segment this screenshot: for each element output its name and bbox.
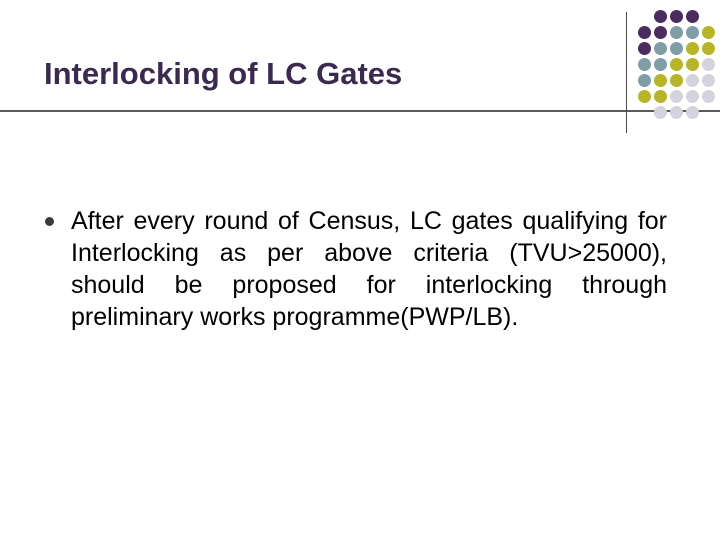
decorative-dot-grid — [638, 10, 715, 119]
decorative-dot — [638, 26, 651, 39]
decorative-dot — [686, 10, 699, 23]
bullet-dot-icon — [45, 217, 54, 226]
decorative-dot — [638, 90, 651, 103]
decorative-dot — [686, 26, 699, 39]
vertical-divider — [626, 12, 627, 133]
decorative-dot — [702, 10, 715, 23]
bullet-item — [40, 205, 670, 333]
decorative-dot — [654, 74, 667, 87]
decorative-dot — [686, 58, 699, 71]
slide-title: Interlocking of LC Gates — [44, 56, 403, 91]
decorative-dot — [702, 58, 715, 71]
decorative-dot — [670, 106, 683, 119]
decorative-dot — [638, 106, 651, 119]
bullet-text: After every round of Census, LC gates qualifying for Interlocking as per above criteria (TVU>25000), should be proposed for interlocking through preliminary works programme(PWP/LB). — [71, 207, 667, 331]
title-divider — [0, 110, 720, 112]
decorative-dot — [654, 106, 667, 119]
decorative-dot — [670, 42, 683, 55]
decorative-dot — [670, 10, 683, 23]
decorative-dot — [686, 90, 699, 103]
decorative-dot — [670, 90, 683, 103]
decorative-dot — [638, 10, 651, 23]
decorative-dot — [670, 26, 683, 39]
decorative-dot — [702, 90, 715, 103]
decorative-dot — [654, 10, 667, 23]
decorative-dot — [702, 42, 715, 55]
decorative-dot — [638, 42, 651, 55]
decorative-dot — [638, 58, 651, 71]
decorative-dot — [686, 74, 699, 87]
decorative-dot — [702, 106, 715, 119]
decorative-dot — [670, 74, 683, 87]
decorative-dot — [686, 106, 699, 119]
decorative-dot — [686, 42, 699, 55]
decorative-dot — [702, 26, 715, 39]
decorative-dot — [702, 74, 715, 87]
decorative-dot — [670, 58, 683, 71]
decorative-dot — [654, 58, 667, 71]
decorative-dot — [654, 42, 667, 55]
decorative-dot — [638, 74, 651, 87]
bullet-list — [40, 205, 670, 333]
decorative-dot — [654, 26, 667, 39]
decorative-dot — [654, 90, 667, 103]
